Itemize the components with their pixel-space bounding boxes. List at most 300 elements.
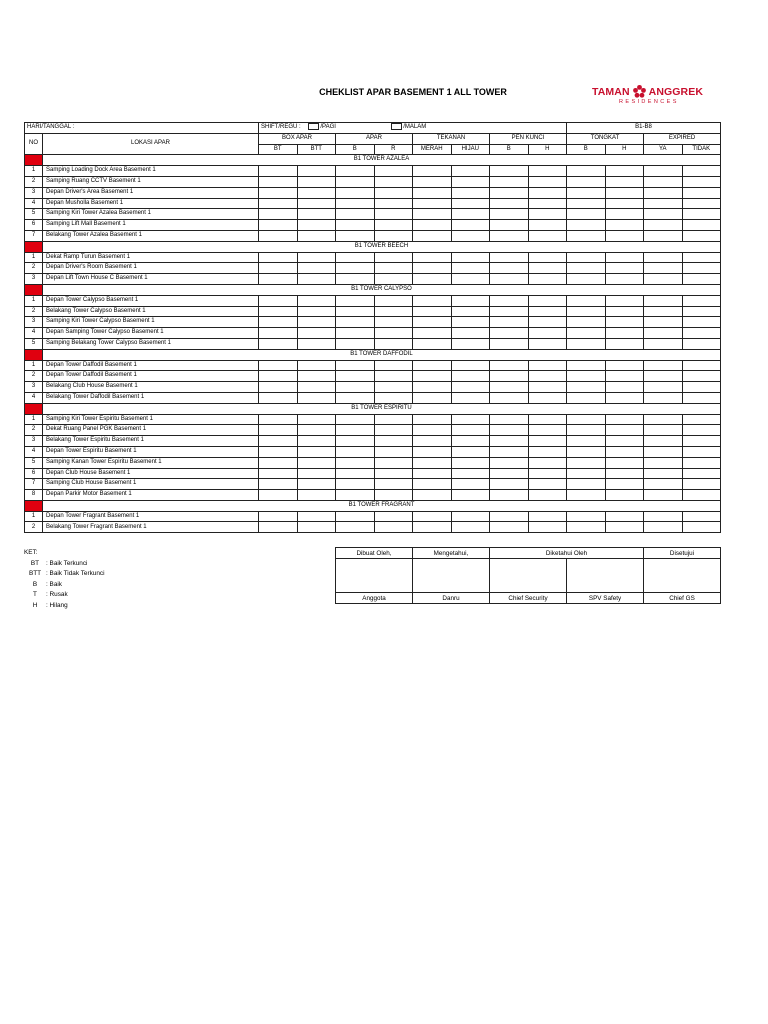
check-cell[interactable] (259, 371, 298, 382)
check-cell[interactable] (605, 457, 644, 468)
check-cell[interactable] (413, 274, 452, 285)
check-cell[interactable] (374, 209, 413, 220)
check-cell[interactable] (259, 209, 298, 220)
check-cell[interactable] (451, 414, 490, 425)
check-cell[interactable] (413, 479, 452, 490)
check-cell[interactable] (413, 166, 452, 177)
check-cell[interactable] (644, 338, 683, 349)
check-cell[interactable] (259, 176, 298, 187)
check-cell[interactable] (644, 371, 683, 382)
check-cell[interactable] (528, 209, 567, 220)
check-cell[interactable] (605, 511, 644, 522)
check-cell[interactable] (605, 230, 644, 241)
check-cell[interactable] (374, 198, 413, 209)
check-cell[interactable] (490, 522, 529, 533)
check-cell[interactable] (528, 263, 567, 274)
check-cell[interactable] (490, 479, 529, 490)
check-cell[interactable] (259, 490, 298, 501)
check-cell[interactable] (259, 511, 298, 522)
check-cell[interactable] (682, 392, 721, 403)
check-cell[interactable] (567, 382, 606, 393)
check-cell[interactable] (644, 468, 683, 479)
check-cell[interactable] (605, 382, 644, 393)
check-cell[interactable] (682, 360, 721, 371)
check-cell[interactable] (297, 371, 336, 382)
check-cell[interactable] (682, 317, 721, 328)
check-cell[interactable] (451, 511, 490, 522)
check-cell[interactable] (451, 522, 490, 533)
check-cell[interactable] (528, 392, 567, 403)
check-cell[interactable] (451, 446, 490, 457)
check-cell[interactable] (297, 338, 336, 349)
check-cell[interactable] (644, 382, 683, 393)
check-cell[interactable] (451, 166, 490, 177)
check-cell[interactable] (682, 371, 721, 382)
check-cell[interactable] (297, 457, 336, 468)
check-cell[interactable] (259, 522, 298, 533)
check-cell[interactable] (528, 457, 567, 468)
check-cell[interactable] (451, 479, 490, 490)
check-cell[interactable] (644, 220, 683, 231)
check-cell[interactable] (374, 306, 413, 317)
check-cell[interactable] (567, 274, 606, 285)
check-cell[interactable] (451, 371, 490, 382)
check-cell[interactable] (644, 317, 683, 328)
check-cell[interactable] (490, 511, 529, 522)
check-cell[interactable] (490, 360, 529, 371)
check-cell[interactable] (490, 166, 529, 177)
check-cell[interactable] (567, 371, 606, 382)
check-cell[interactable] (682, 209, 721, 220)
check-cell[interactable] (567, 490, 606, 501)
check-cell[interactable] (567, 328, 606, 339)
check-cell[interactable] (528, 328, 567, 339)
check-cell[interactable] (644, 436, 683, 447)
check-cell[interactable] (336, 328, 375, 339)
check-cell[interactable] (567, 252, 606, 263)
check-cell[interactable] (336, 338, 375, 349)
check-cell[interactable] (297, 306, 336, 317)
check-cell[interactable] (374, 479, 413, 490)
check-cell[interactable] (644, 198, 683, 209)
check-cell[interactable] (682, 457, 721, 468)
check-cell[interactable] (682, 382, 721, 393)
check-cell[interactable] (336, 457, 375, 468)
check-cell[interactable] (259, 198, 298, 209)
check-cell[interactable] (336, 220, 375, 231)
check-cell[interactable] (682, 263, 721, 274)
check-cell[interactable] (682, 436, 721, 447)
check-cell[interactable] (336, 166, 375, 177)
check-cell[interactable] (490, 414, 529, 425)
check-cell[interactable] (259, 425, 298, 436)
check-cell[interactable] (297, 511, 336, 522)
check-cell[interactable] (451, 436, 490, 447)
check-cell[interactable] (336, 176, 375, 187)
check-cell[interactable] (567, 414, 606, 425)
check-cell[interactable] (297, 176, 336, 187)
check-cell[interactable] (644, 414, 683, 425)
check-cell[interactable] (528, 360, 567, 371)
check-cell[interactable] (374, 317, 413, 328)
check-cell[interactable] (490, 371, 529, 382)
check-cell[interactable] (644, 425, 683, 436)
check-cell[interactable] (490, 425, 529, 436)
check-cell[interactable] (374, 360, 413, 371)
check-cell[interactable] (374, 392, 413, 403)
check-cell[interactable] (297, 187, 336, 198)
check-cell[interactable] (259, 436, 298, 447)
check-cell[interactable] (413, 230, 452, 241)
check-cell[interactable] (297, 198, 336, 209)
check-cell[interactable] (297, 446, 336, 457)
check-cell[interactable] (336, 468, 375, 479)
check-cell[interactable] (336, 274, 375, 285)
check-cell[interactable] (336, 479, 375, 490)
check-cell[interactable] (490, 468, 529, 479)
check-cell[interactable] (451, 328, 490, 339)
check-cell[interactable] (682, 230, 721, 241)
check-cell[interactable] (567, 295, 606, 306)
check-cell[interactable] (451, 198, 490, 209)
check-cell[interactable] (297, 522, 336, 533)
check-cell[interactable] (490, 187, 529, 198)
check-cell[interactable] (259, 166, 298, 177)
check-cell[interactable] (374, 382, 413, 393)
check-cell[interactable] (374, 230, 413, 241)
check-cell[interactable] (490, 382, 529, 393)
check-cell[interactable] (528, 317, 567, 328)
check-cell[interactable] (644, 252, 683, 263)
check-cell[interactable] (297, 317, 336, 328)
check-cell[interactable] (451, 252, 490, 263)
check-cell[interactable] (605, 166, 644, 177)
check-cell[interactable] (528, 511, 567, 522)
check-cell[interactable] (528, 274, 567, 285)
check-cell[interactable] (605, 274, 644, 285)
signature-box-chief-security[interactable] (490, 559, 567, 593)
check-cell[interactable] (374, 220, 413, 231)
check-cell[interactable] (567, 468, 606, 479)
check-cell[interactable] (451, 457, 490, 468)
check-cell[interactable] (451, 338, 490, 349)
check-cell[interactable] (644, 511, 683, 522)
check-cell[interactable] (605, 220, 644, 231)
check-cell[interactable] (605, 306, 644, 317)
check-cell[interactable] (528, 490, 567, 501)
check-cell[interactable] (413, 457, 452, 468)
check-cell[interactable] (259, 468, 298, 479)
check-cell[interactable] (567, 209, 606, 220)
check-cell[interactable] (336, 371, 375, 382)
check-cell[interactable] (528, 414, 567, 425)
check-cell[interactable] (451, 209, 490, 220)
check-cell[interactable] (490, 209, 529, 220)
check-cell[interactable] (682, 198, 721, 209)
check-cell[interactable] (259, 274, 298, 285)
signature-box-anggota[interactable] (336, 559, 413, 593)
check-cell[interactable] (374, 252, 413, 263)
check-cell[interactable] (297, 360, 336, 371)
check-cell[interactable] (528, 295, 567, 306)
check-cell[interactable] (528, 382, 567, 393)
check-cell[interactable] (682, 166, 721, 177)
check-cell[interactable] (605, 263, 644, 274)
check-cell[interactable] (567, 230, 606, 241)
check-cell[interactable] (374, 176, 413, 187)
check-cell[interactable] (413, 425, 452, 436)
check-cell[interactable] (528, 306, 567, 317)
check-cell[interactable] (259, 230, 298, 241)
check-cell[interactable] (605, 338, 644, 349)
check-cell[interactable] (682, 306, 721, 317)
check-cell[interactable] (336, 306, 375, 317)
check-cell[interactable] (682, 252, 721, 263)
check-cell[interactable] (490, 230, 529, 241)
check-cell[interactable] (374, 371, 413, 382)
check-cell[interactable] (567, 317, 606, 328)
check-cell[interactable] (259, 360, 298, 371)
check-cell[interactable] (644, 479, 683, 490)
check-cell[interactable] (528, 220, 567, 231)
check-cell[interactable] (605, 490, 644, 501)
check-cell[interactable] (336, 392, 375, 403)
check-cell[interactable] (374, 511, 413, 522)
check-cell[interactable] (374, 468, 413, 479)
check-cell[interactable] (297, 252, 336, 263)
check-cell[interactable] (567, 166, 606, 177)
check-cell[interactable] (644, 230, 683, 241)
check-cell[interactable] (528, 468, 567, 479)
check-cell[interactable] (490, 263, 529, 274)
check-cell[interactable] (336, 187, 375, 198)
check-cell[interactable] (413, 295, 452, 306)
check-cell[interactable] (413, 446, 452, 457)
check-cell[interactable] (644, 360, 683, 371)
check-cell[interactable] (490, 436, 529, 447)
check-cell[interactable] (528, 176, 567, 187)
check-cell[interactable] (605, 176, 644, 187)
check-cell[interactable] (413, 511, 452, 522)
check-cell[interactable] (259, 306, 298, 317)
check-cell[interactable] (413, 328, 452, 339)
check-cell[interactable] (567, 176, 606, 187)
check-cell[interactable] (682, 338, 721, 349)
check-cell[interactable] (413, 360, 452, 371)
check-cell[interactable] (682, 468, 721, 479)
check-cell[interactable] (374, 522, 413, 533)
check-cell[interactable] (259, 457, 298, 468)
check-cell[interactable] (682, 176, 721, 187)
check-cell[interactable] (528, 230, 567, 241)
check-cell[interactable] (413, 263, 452, 274)
check-cell[interactable] (644, 328, 683, 339)
check-cell[interactable] (567, 392, 606, 403)
check-cell[interactable] (605, 371, 644, 382)
check-cell[interactable] (259, 338, 298, 349)
check-cell[interactable] (490, 317, 529, 328)
check-cell[interactable] (413, 198, 452, 209)
check-cell[interactable] (682, 187, 721, 198)
check-cell[interactable] (336, 522, 375, 533)
check-cell[interactable] (413, 382, 452, 393)
check-cell[interactable] (605, 522, 644, 533)
check-cell[interactable] (259, 392, 298, 403)
check-cell[interactable] (451, 263, 490, 274)
check-cell[interactable] (644, 209, 683, 220)
check-cell[interactable] (644, 274, 683, 285)
check-cell[interactable] (297, 414, 336, 425)
check-cell[interactable] (374, 490, 413, 501)
check-cell[interactable] (374, 187, 413, 198)
signature-box-danru[interactable] (413, 559, 490, 593)
signature-box-spv-safety[interactable] (567, 559, 644, 593)
check-cell[interactable] (336, 230, 375, 241)
check-cell[interactable] (297, 479, 336, 490)
check-cell[interactable] (490, 392, 529, 403)
check-cell[interactable] (490, 338, 529, 349)
check-cell[interactable] (259, 252, 298, 263)
check-cell[interactable] (336, 198, 375, 209)
check-cell[interactable] (567, 522, 606, 533)
check-cell[interactable] (605, 414, 644, 425)
check-cell[interactable] (605, 187, 644, 198)
check-cell[interactable] (413, 306, 452, 317)
check-cell[interactable] (336, 360, 375, 371)
check-cell[interactable] (605, 252, 644, 263)
pagi-checkbox[interactable] (308, 123, 319, 130)
check-cell[interactable] (567, 425, 606, 436)
check-cell[interactable] (374, 295, 413, 306)
check-cell[interactable] (644, 187, 683, 198)
check-cell[interactable] (259, 295, 298, 306)
check-cell[interactable] (413, 209, 452, 220)
check-cell[interactable] (490, 198, 529, 209)
check-cell[interactable] (682, 328, 721, 339)
check-cell[interactable] (297, 295, 336, 306)
check-cell[interactable] (644, 522, 683, 533)
check-cell[interactable] (336, 252, 375, 263)
check-cell[interactable] (297, 436, 336, 447)
check-cell[interactable] (336, 295, 375, 306)
check-cell[interactable] (605, 198, 644, 209)
check-cell[interactable] (413, 468, 452, 479)
check-cell[interactable] (490, 457, 529, 468)
check-cell[interactable] (413, 176, 452, 187)
check-cell[interactable] (451, 392, 490, 403)
check-cell[interactable] (297, 209, 336, 220)
check-cell[interactable] (682, 522, 721, 533)
check-cell[interactable] (528, 187, 567, 198)
check-cell[interactable] (451, 295, 490, 306)
check-cell[interactable] (567, 187, 606, 198)
check-cell[interactable] (259, 414, 298, 425)
check-cell[interactable] (605, 479, 644, 490)
check-cell[interactable] (644, 446, 683, 457)
check-cell[interactable] (451, 468, 490, 479)
check-cell[interactable] (490, 220, 529, 231)
check-cell[interactable] (644, 392, 683, 403)
check-cell[interactable] (605, 446, 644, 457)
check-cell[interactable] (259, 263, 298, 274)
check-cell[interactable] (490, 328, 529, 339)
check-cell[interactable] (528, 371, 567, 382)
check-cell[interactable] (413, 522, 452, 533)
check-cell[interactable] (336, 436, 375, 447)
check-cell[interactable] (374, 166, 413, 177)
check-cell[interactable] (490, 490, 529, 501)
check-cell[interactable] (490, 446, 529, 457)
check-cell[interactable] (605, 360, 644, 371)
check-cell[interactable] (682, 446, 721, 457)
check-cell[interactable] (528, 252, 567, 263)
check-cell[interactable] (605, 392, 644, 403)
check-cell[interactable] (528, 446, 567, 457)
check-cell[interactable] (682, 295, 721, 306)
check-cell[interactable] (644, 457, 683, 468)
check-cell[interactable] (528, 522, 567, 533)
check-cell[interactable] (528, 425, 567, 436)
check-cell[interactable] (297, 263, 336, 274)
check-cell[interactable] (567, 446, 606, 457)
check-cell[interactable] (567, 511, 606, 522)
check-cell[interactable] (605, 436, 644, 447)
check-cell[interactable] (567, 457, 606, 468)
signature-box-chief-gs[interactable] (644, 559, 721, 593)
check-cell[interactable] (297, 166, 336, 177)
check-cell[interactable] (374, 414, 413, 425)
check-cell[interactable] (336, 490, 375, 501)
check-cell[interactable] (451, 490, 490, 501)
check-cell[interactable] (259, 220, 298, 231)
check-cell[interactable] (413, 338, 452, 349)
check-cell[interactable] (528, 198, 567, 209)
check-cell[interactable] (682, 511, 721, 522)
check-cell[interactable] (567, 338, 606, 349)
check-cell[interactable] (451, 360, 490, 371)
check-cell[interactable] (490, 176, 529, 187)
check-cell[interactable] (297, 382, 336, 393)
check-cell[interactable] (490, 252, 529, 263)
check-cell[interactable] (605, 328, 644, 339)
check-cell[interactable] (259, 328, 298, 339)
check-cell[interactable] (336, 425, 375, 436)
check-cell[interactable] (451, 306, 490, 317)
check-cell[interactable] (413, 371, 452, 382)
check-cell[interactable] (451, 425, 490, 436)
check-cell[interactable] (490, 306, 529, 317)
check-cell[interactable] (528, 338, 567, 349)
check-cell[interactable] (336, 511, 375, 522)
check-cell[interactable] (259, 479, 298, 490)
check-cell[interactable] (374, 425, 413, 436)
check-cell[interactable] (528, 479, 567, 490)
check-cell[interactable] (297, 468, 336, 479)
check-cell[interactable] (605, 317, 644, 328)
check-cell[interactable] (413, 317, 452, 328)
check-cell[interactable] (297, 328, 336, 339)
check-cell[interactable] (336, 446, 375, 457)
check-cell[interactable] (374, 263, 413, 274)
check-cell[interactable] (451, 317, 490, 328)
shift-regu-field[interactable] (259, 123, 567, 134)
check-cell[interactable] (413, 220, 452, 231)
check-cell[interactable] (490, 295, 529, 306)
check-cell[interactable] (297, 392, 336, 403)
check-cell[interactable] (336, 263, 375, 274)
check-cell[interactable] (451, 187, 490, 198)
check-cell[interactable] (413, 490, 452, 501)
